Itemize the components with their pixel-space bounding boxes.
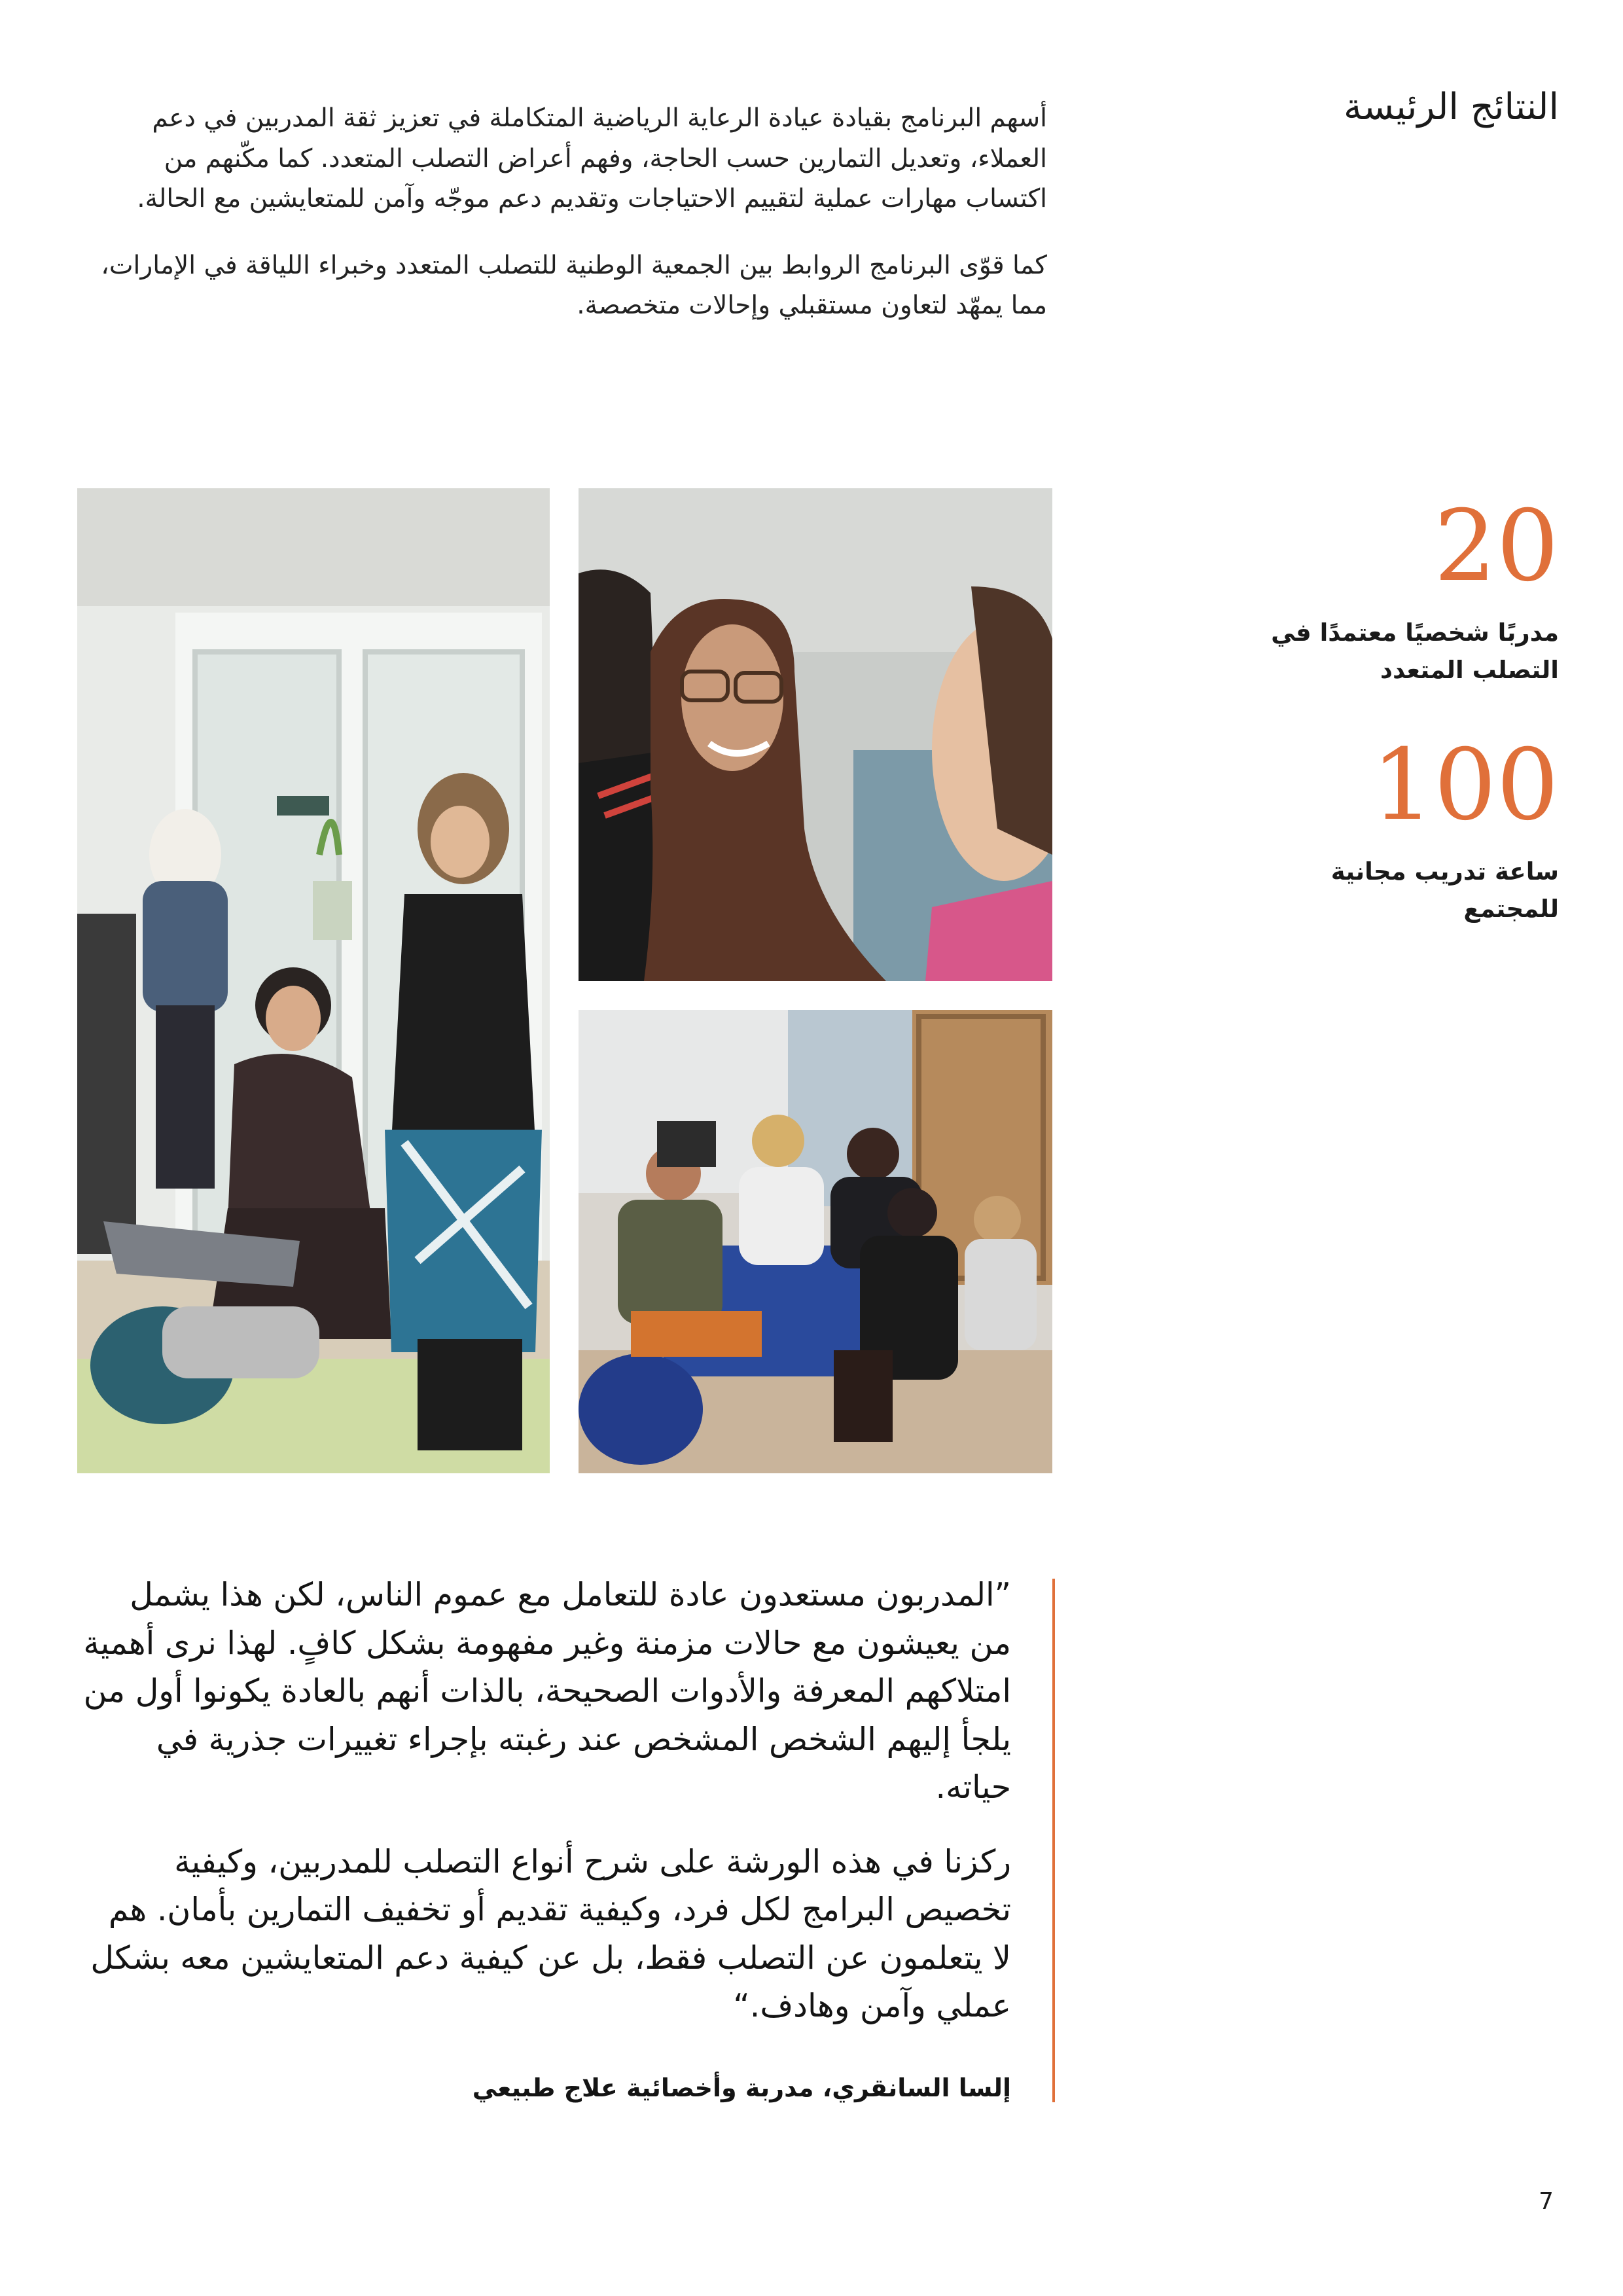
- quote-paragraph-1: ”المدربون مستعدون عادة للتعامل مع عموم الناس، لكن هذا يشمل من يعيشون مع حالات مزمنة وغير مفهومة بشكل كافٍ. لهذا نرى أهمية امتلاكهم المعرفة والأدوات الصحيحة، بالذات أنهم بالعادة يكونوا أول من يلجأ إليهم الشخص المشخص عند رغبته بإجراء تغييرات جذرية في حياته.: [83, 1576, 1011, 1806]
- quote-attribution: إلسا السانقري، مدربة وأخصائية علاج طبيعي: [472, 2073, 1011, 2102]
- page-number: 7: [1539, 2188, 1554, 2215]
- intro-paragraph-2: كما قوّى البرنامج الروابط بين الجمعية الوطنية للتصلب المتعدد وخبراء اللياقة في الإمارات، مما يمهّد لتعاون مستقبلي وإحالات متخصصة.: [101, 250, 1047, 321]
- stat-label-line-2: للمجتمع: [1463, 895, 1559, 924]
- stat-label-line-2: التصلب المتعدد: [1380, 656, 1559, 685]
- stat-label-line-1: مدربًا شخصيًا معتمدًا في: [1271, 619, 1559, 647]
- quote-accent-rule: [1052, 1579, 1055, 2102]
- stat-value: 100: [1371, 728, 1559, 842]
- stat-label: [1245, 853, 1559, 928]
- testimonial-quote: [82, 1571, 1011, 2056]
- stat-label-line-1: ساعة تدريب مجانية: [1330, 857, 1559, 886]
- photo-group-discussion: [579, 1010, 1052, 1473]
- intro-text: [79, 98, 1047, 352]
- stat-label: [1245, 614, 1559, 689]
- section-heading: النتائج الرئيسة: [1344, 86, 1559, 128]
- photo-stretching-session: [77, 488, 550, 1473]
- stat-trainers: [1245, 490, 1559, 689]
- quote-paragraph-2: ركزنا في هذه الورشة على شرح أنواع التصلب للمدربين، وكيفية تخصيص البرامج لكل فرد، وكيفية تقديم أو تخفيف التمارين بأمان. هم لا يتعلمون عن التصلب فقط، بل عن كيفية دعم المتعايشين معه بشكل عملي وآمن وهادف.“: [90, 1842, 1011, 2024]
- photo-participant-smiling: [579, 488, 1052, 981]
- intro-paragraph-1: أسهم البرنامج بقيادة عيادة الرعاية الرياضية المتكاملة في تعزيز ثقة المدربين في دعم العملاء، وتعديل التمارين حسب الحاجة، وفهم أعراض التصلب المتعدد. كما مكّنهم من اكتساب مهارات عملية لتقييم الاحتياجات وتقديم دعم موجّه وآمن للمتعايشين مع الحالة.: [137, 103, 1047, 214]
- stat-training-hours: [1245, 728, 1559, 928]
- stat-value: 20: [1434, 490, 1559, 603]
